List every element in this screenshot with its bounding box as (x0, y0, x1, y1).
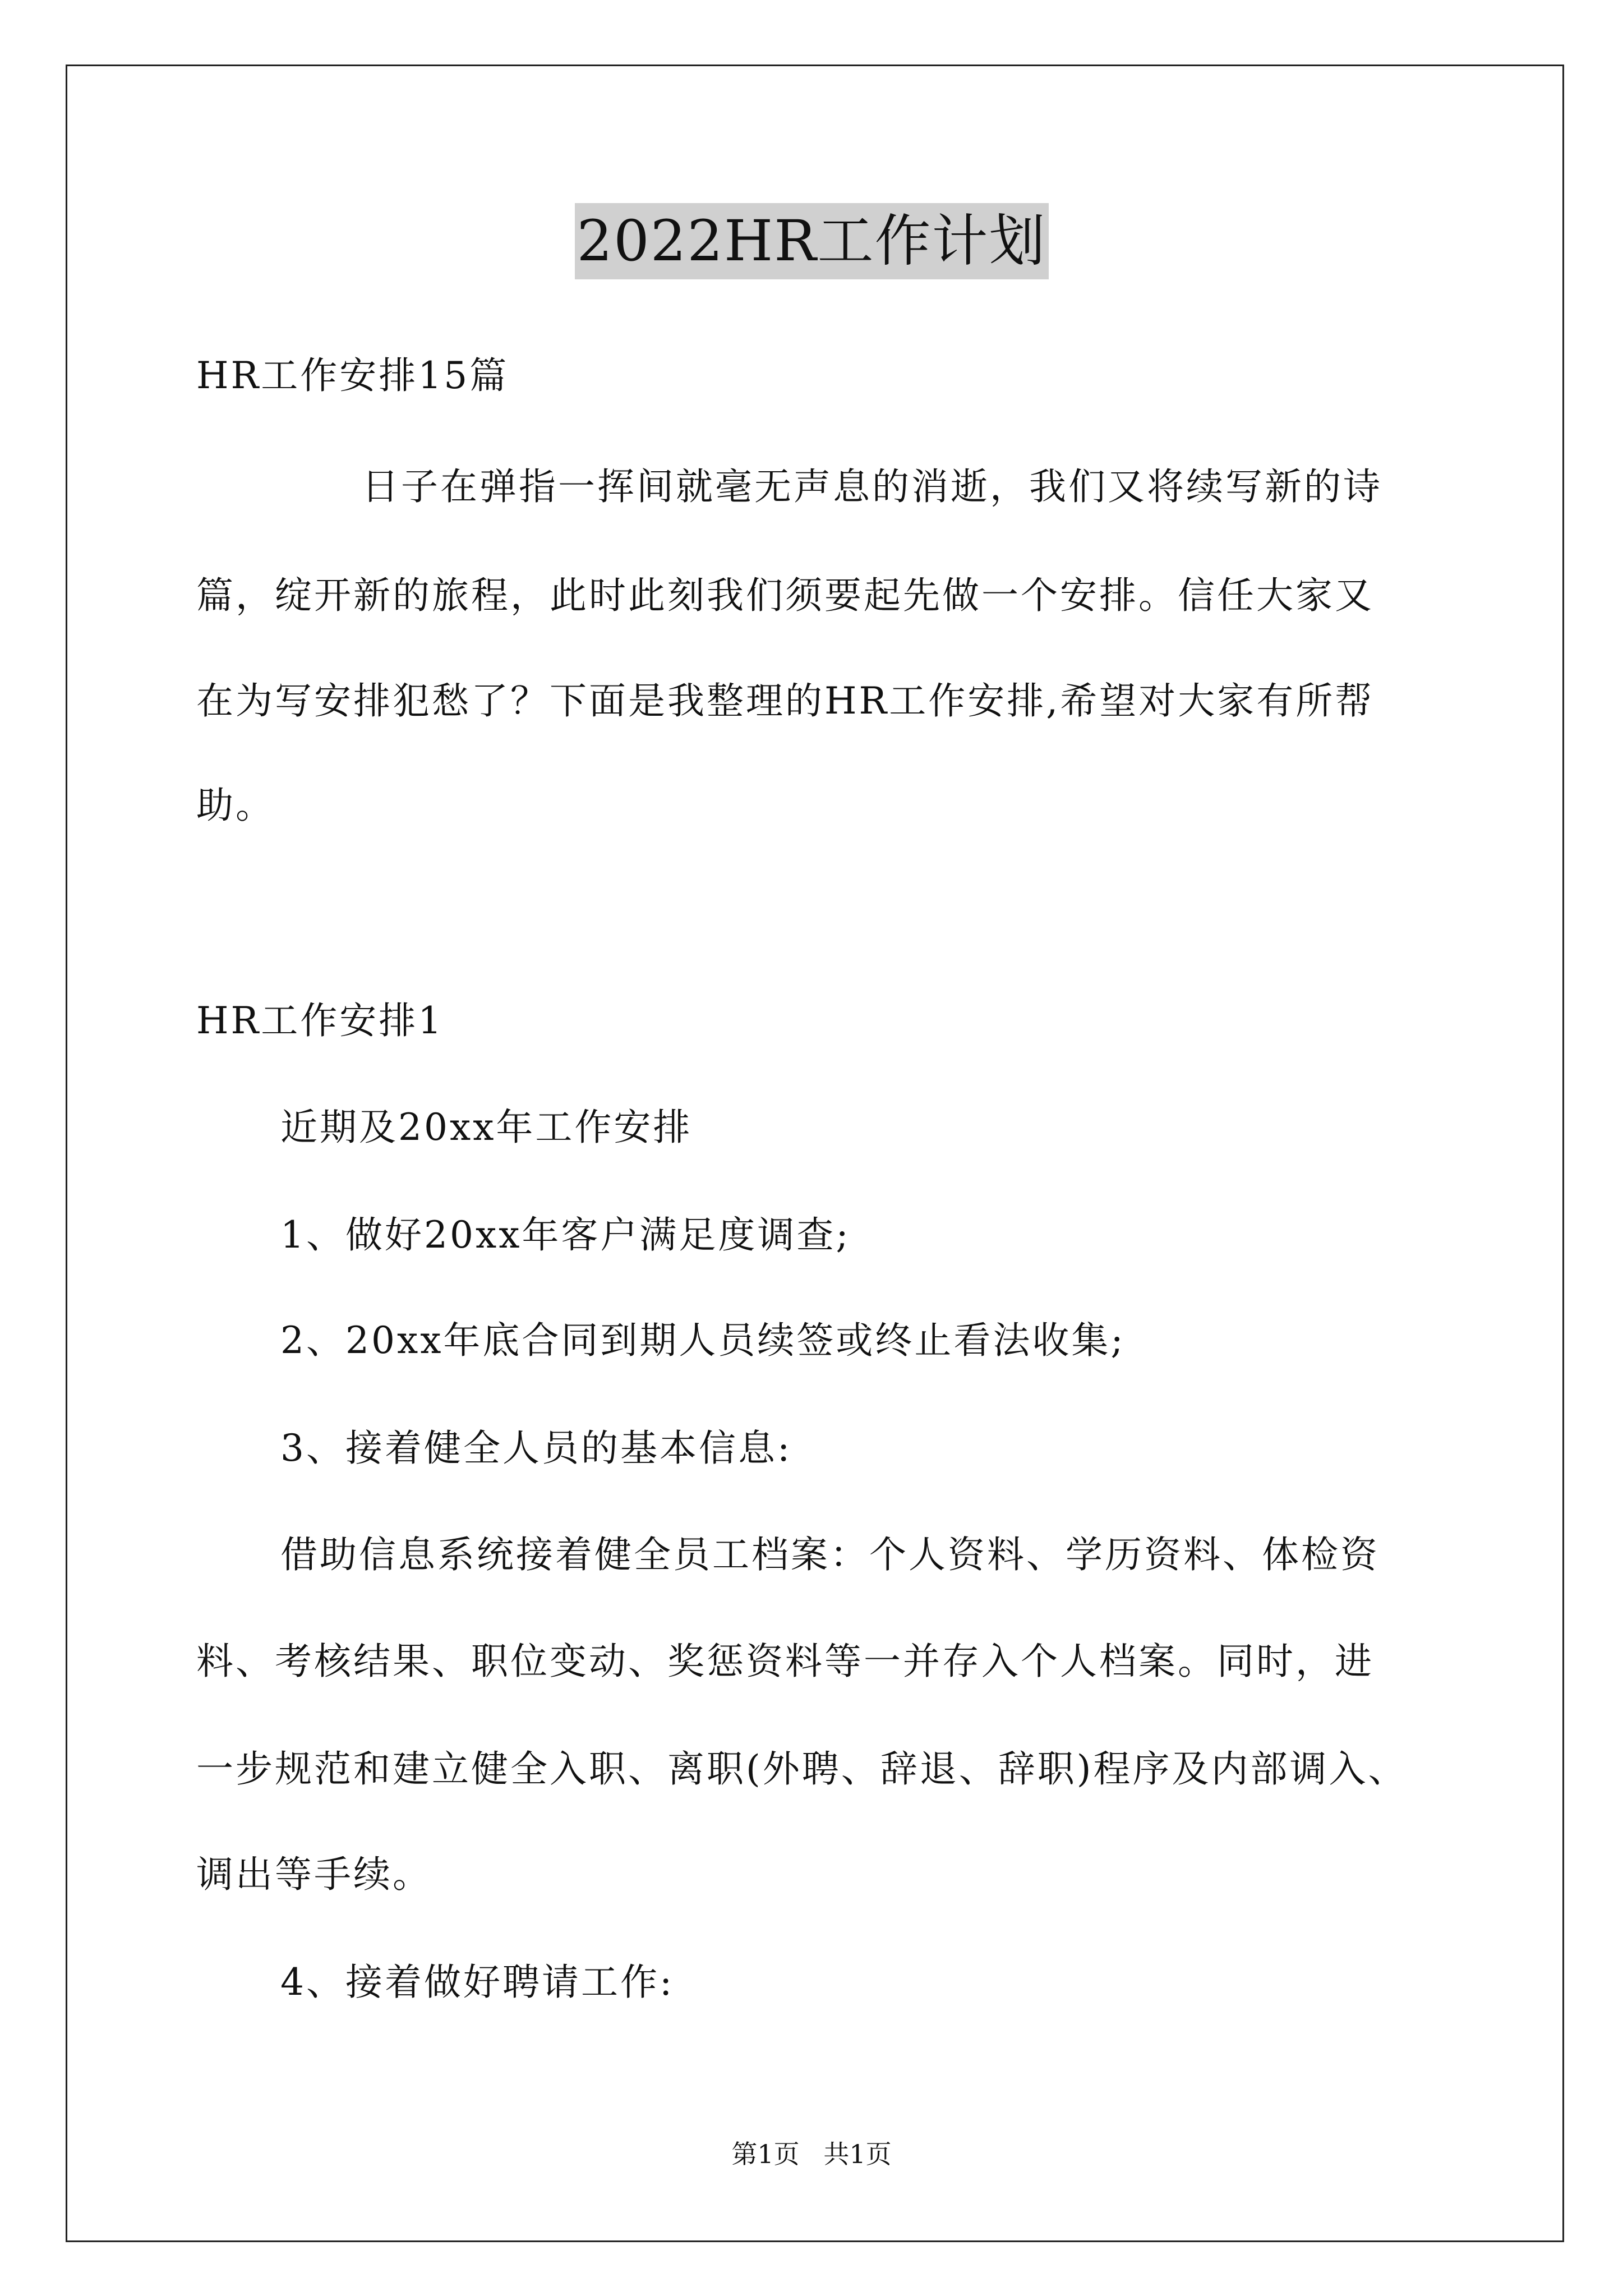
paragraph-line: 调出等手续。 (196, 1853, 432, 1896)
intro-paragraph-line: 日子在弹指一挥间就毫无声息的消逝，我们又将续写新的诗 (362, 465, 1382, 508)
paragraph-line: 料、考核结果、职位变动、奖惩资料等一并存入个人档案。同时，进 (196, 1640, 1374, 1683)
intro-paragraph-line: 在为写安排犯愁了？下面是我整理的HR工作安排,希望对大家有所帮 (196, 679, 1375, 723)
page-total: 共1页 (823, 2139, 892, 2169)
title-area (0, 203, 1623, 279)
plan-item: 2、20xx年底合同到期人员续签或终止看法收集; (280, 1319, 1126, 1362)
page-footer (0, 2137, 1623, 2171)
document-title: 2022HR工作计划 (575, 203, 1049, 279)
plan-item: 4、接着做好聘请工作: (280, 1961, 675, 2004)
plan-subheading: 近期及20xx年工作安排 (280, 1106, 693, 1149)
plan-item: 1、做好20xx年客户满足度调查; (280, 1213, 851, 1257)
intro-paragraph-line: 篇，绽开新的旅程，此时此刻我们须要起先做一个安排。信任大家又 (196, 574, 1374, 617)
paragraph-line: 一步规范和建立健全入职、离职(外聘、辞退、辞职)程序及内部调入、 (196, 1747, 1408, 1791)
intro-paragraph-line: 助。 (196, 784, 275, 827)
plan-item: 3、接着健全人员的基本信息: (280, 1427, 792, 1470)
page-number: 第1页 (731, 2139, 800, 2169)
paragraph-line: 借助信息系统接着健全员工档案：个人资料、学历资料、体检资 (280, 1533, 1380, 1576)
section-heading: HR工作安排15篇 (196, 354, 509, 397)
plan-heading: HR工作安排1 (196, 999, 444, 1042)
